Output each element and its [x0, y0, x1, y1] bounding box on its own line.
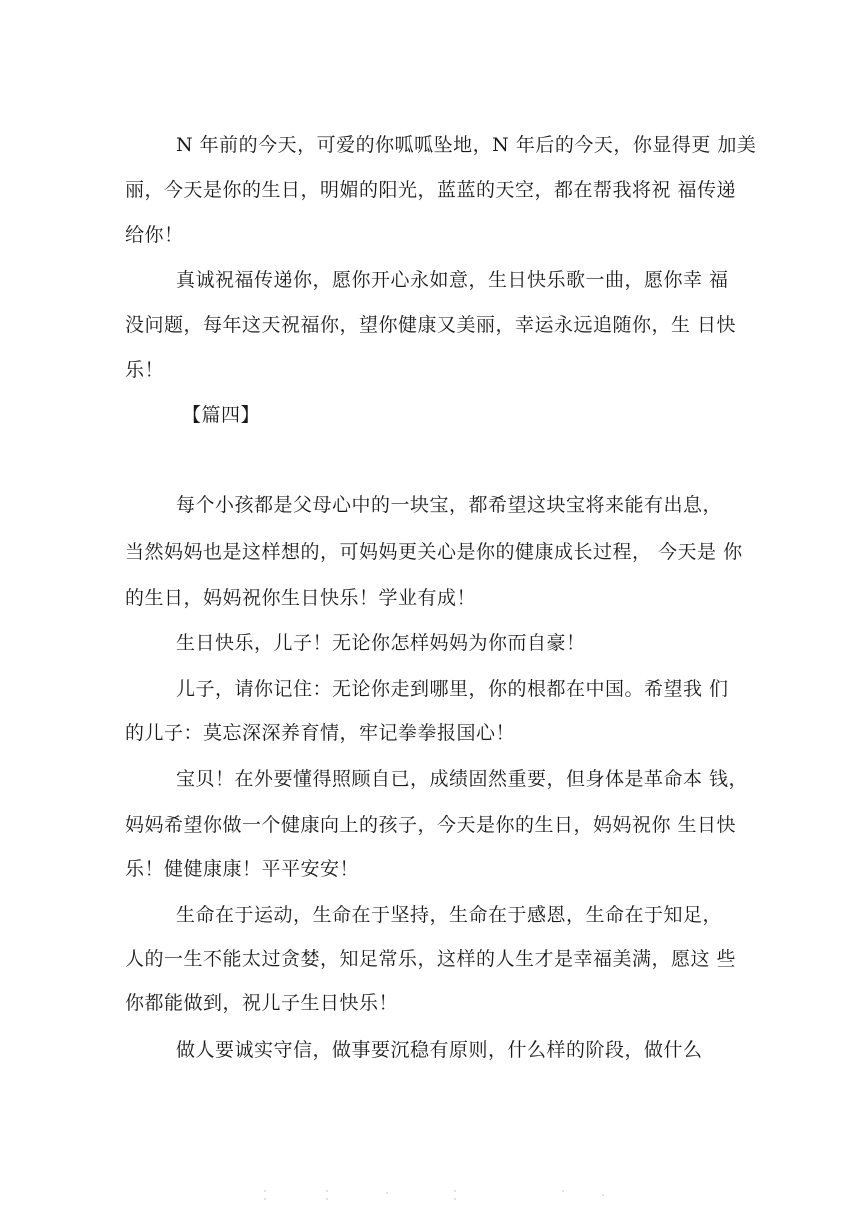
section-paragraph-3-line-1: 儿子，请你记住：无论你走到哪里，你的根都在中国。希望我 们: [176, 678, 729, 700]
section-paragraph-3-line-2: 的儿子：莫忘深深养育情，牢记拳拳报国心！: [125, 722, 516, 744]
section-paragraph-1-line-2: 当然妈妈也是这样想的，可妈妈更关心是你的健康成长过程， 今天是 你: [125, 541, 743, 563]
section-paragraph-1-line-1: 每个小孩都是父母心中的一块宝，都希望这块宝将来能有出息，: [176, 494, 723, 516]
section-paragraph-2-line-1: 生日快乐，儿子！无论你怎样妈妈为你而自豪！: [176, 632, 586, 654]
section-heading: 【篇四】: [182, 404, 261, 426]
section-paragraph-5-line-1: 生命在于运动，生命在于坚持，生命在于感恩，生命在于知足，: [176, 904, 723, 926]
section-paragraph-4-line-2: 妈妈希望你做一个健康向上的孩子，今天是你的生日，妈妈祝你 生日快: [125, 814, 737, 836]
paragraph-1-line-3: 给你！: [125, 224, 184, 246]
section-paragraph-4-line-1: 宝贝！在外要懂得照顾自已，成绩固然重要，但身体是革命本 钱，: [176, 768, 749, 790]
section-paragraph-5-line-2: 人的一生不能太过贪婪，知足常乐，这样的人生才是幸福美满，愿这 些: [125, 948, 737, 970]
paragraph-2-line-3: 乐！: [125, 359, 165, 381]
paragraph-2-line-2: 没问题，每年这天祝福你，望你健康又美丽，幸运永远追随你，生 日快: [125, 314, 737, 336]
section-paragraph-4-line-3: 乐！健健康康！平平安安！: [125, 858, 360, 880]
paragraph-1-line-2: 丽，今天是你的生日，明媚的阳光，蓝蓝的天空，都在帮我将祝 福传递: [125, 179, 737, 201]
section-paragraph-5-line-3: 你都能做到，祝儿子生日快乐！: [125, 992, 399, 1014]
footer-dots-icon: [250, 1186, 630, 1206]
section-paragraph-1-line-3: 的生日，妈妈祝你生日快乐！学业有成！: [125, 587, 477, 609]
section-paragraph-6-line-1: 做人要诚实守信，做事要沉稳有原则，什么样的阶段，做什么: [176, 1039, 703, 1061]
footer-decoration: [250, 1186, 630, 1206]
paragraph-1-line-1: N 年前的今天，可爱的你呱呱坠地，N 年后的今天，你显得更 加美: [176, 134, 757, 156]
paragraph-2-line-1: 真诚祝福传递你，愿你开心永如意，生日快乐歌一曲，愿你幸 福: [176, 269, 729, 291]
